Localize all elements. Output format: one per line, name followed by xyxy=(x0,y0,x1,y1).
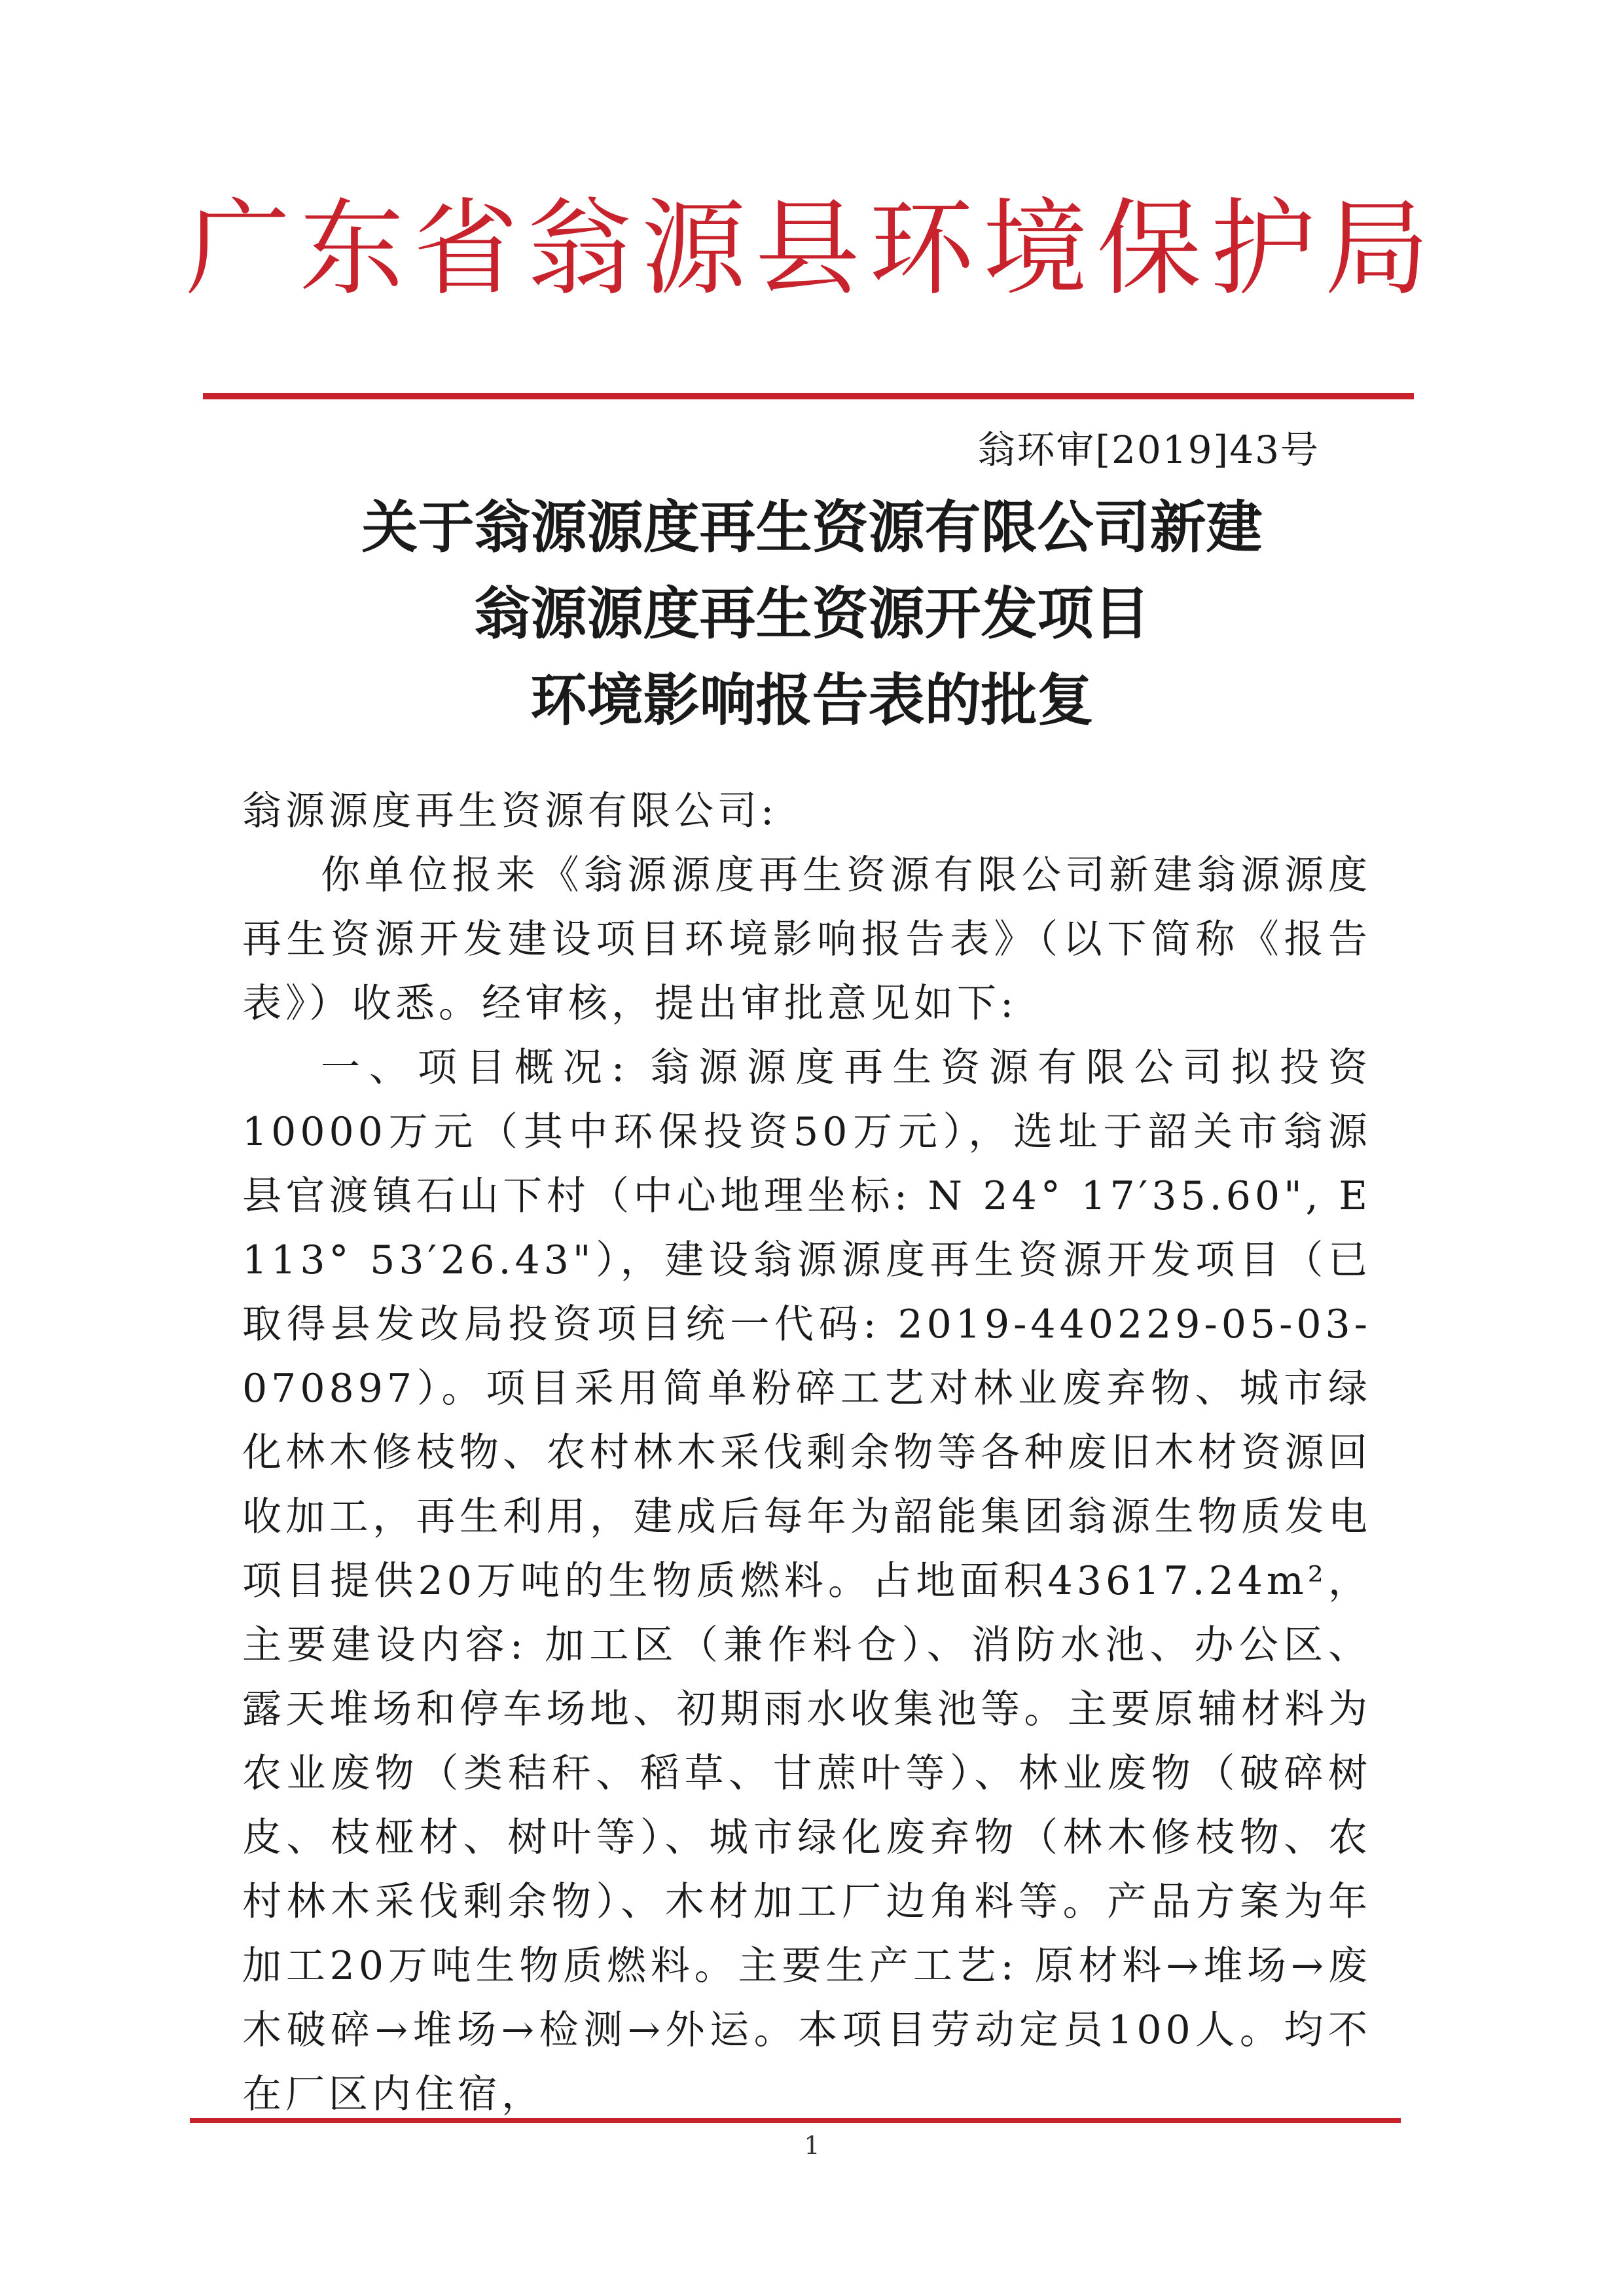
body-paragraph: 你单位报来《翁源源度再生资源有限公司新建翁源源度再生资源开发建设项目环境影响报告表》（以下简称《报告表》）收悉。经审核，提出审批意见如下: xyxy=(242,852,1371,1027)
document-number: 翁环审[2019]43号 xyxy=(977,428,1320,472)
footer-red-rule xyxy=(190,2118,1401,2123)
page-number: 1 xyxy=(804,2131,820,2160)
title-line: 关于翁源源度再生资源有限公司新建 xyxy=(361,495,1263,560)
letterhead-red-rule xyxy=(203,393,1414,399)
letterhead-agency-name: 广东省翁源县环境保护局 xyxy=(185,187,1439,310)
document-body xyxy=(242,779,1371,2126)
document-title xyxy=(0,484,1624,744)
body-paragraph: 一、项目概况: 翁源源度再生资源有限公司拟投资10000万元（其中环保投资50万元），选址于韶关市翁源县官渡镇石山下村（中心地理坐标: N 24° 17′35.60", E 113° 53′26.43"），建设翁源源度再生资源开发项目（已取得县发改局投资项目统一代码: 2019-440229-05-03-070897）。项目采用简单粉碎工艺对林业废弃物、城市绿化林木修枝物、农村林木采伐剩余物等各种废旧木材资源回收加工，再生利用，建成后每年为韶能集团翁源生物质发电项目提供20万吨的生物质燃料。占地面积43617.24m²，主要建设内容: 加工区（兼作料仓）、消防水池、办公区、露天堆场和停车场地、初期雨水收集池等。主要原辅材料为农业废物（类秸秆、稻草、甘蔗叶等）、林业废物（破碎树皮、枝桠材、树叶等）、城市绿化废弃物（林木修枝物、农村林木采伐剩余物）、木材加工厂边角料等。产品方案为年加工20万吨生物质燃料。主要生产工艺: 原材料→堆场→废木破碎→堆场→检测→外运。本项目劳动定员100人。均不在厂区内住宿， xyxy=(242,1045,1371,2117)
title-line: 环境影响报告表的批复 xyxy=(530,668,1094,733)
title-line: 翁源源度再生资源开发项目 xyxy=(474,581,1150,647)
addressee: 翁源源度再生资源有限公司: xyxy=(242,788,778,834)
